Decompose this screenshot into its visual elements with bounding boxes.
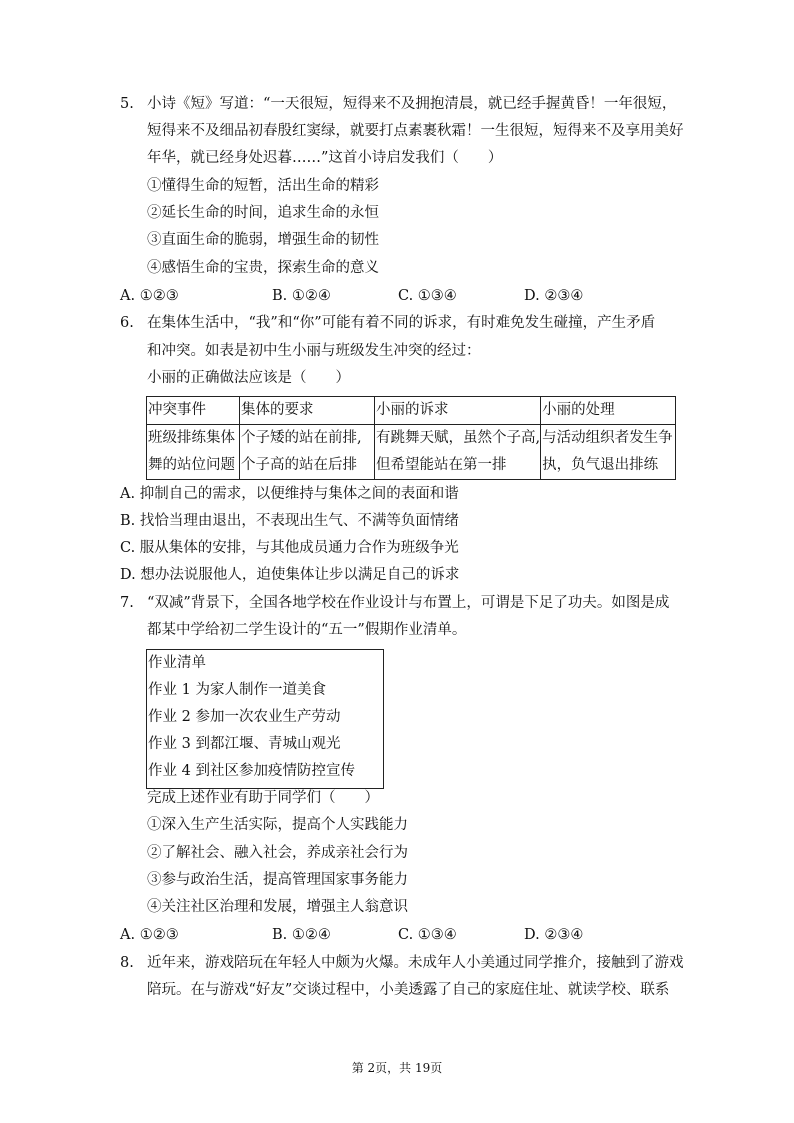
- q5-item-2: ②延长生命的时间，追求生命的永恒: [147, 205, 379, 221]
- cell-line: 舞的站位问题: [148, 457, 235, 473]
- q5-item-1: ①懂得生命的短暂，活出生命的精彩: [147, 178, 379, 194]
- q6-stem-line-2: 和冲突。如表是初中生小丽与班级发生冲突的经过：: [147, 343, 481, 359]
- table-header-cell: 冲突事件: [147, 397, 240, 425]
- q5-stem-line-3: 年华，就已经身处迟暮……”这首小诗启发我们（ ）: [147, 150, 503, 166]
- q5-item-4: ④感悟生命的宝贵，探索生命的意义: [147, 260, 379, 276]
- table-header-cell: 小丽的处理: [541, 397, 676, 425]
- table-cell: [240, 425, 375, 480]
- q5-option-d: D. ②③④: [524, 288, 584, 304]
- q7-question: 完成上述作业有助于同学们（ ）: [147, 790, 379, 806]
- table-cell: [541, 425, 676, 480]
- q5-number: 5.: [120, 96, 134, 112]
- q7-option-b: B. ①②④: [272, 927, 331, 943]
- q8-number: 8.: [120, 955, 134, 971]
- q7-item-2: ②了解社会、融入社会，养成亲社会行为: [147, 845, 408, 861]
- q7-stem-line-1: “双减”背景下，全国各地学校在作业设计与布置上，可谓是下足了功夫。如图是成: [147, 595, 670, 611]
- q7-item-4: ④关注社区治理和发展，增强主人翁意识: [147, 899, 408, 915]
- q7-number: 7.: [120, 595, 134, 611]
- q5-option-a: A. ①②③: [120, 288, 179, 304]
- cell-line: 但希望能站在第一排: [376, 457, 507, 473]
- q7-option-a: A. ①②③: [120, 927, 179, 943]
- q7-stem-line-2: 都某中学给初二学生设计的“五一”假期作业清单。: [147, 622, 467, 638]
- table-cell: [375, 425, 541, 480]
- q6-option-d: D. 想办法说服他人，迫使集体让步以满足自己的诉求: [120, 567, 460, 583]
- q5-item-3: ③直面生命的脆弱，增强生命的韧性: [147, 232, 379, 248]
- q6-stem-line-1: 在集体生活中，“我”和“你”可能有着不同的诉求，有时难免发生碰撞，产生矛盾: [147, 315, 656, 331]
- cell-line: 个子高的站在后排: [241, 457, 357, 473]
- homework-item: 作业 1 为家人制作一道美食: [148, 682, 326, 698]
- homework-item: 作业 2 参加一次农业生产劳动: [148, 709, 341, 725]
- table-cell: [147, 425, 240, 480]
- cell-line: 个子矮的站在前排,: [241, 430, 362, 446]
- q6-option-c: C. 服从集体的安排，与其他成员通力合作为班级争光: [120, 540, 459, 556]
- cell-line: 班级排练集体: [148, 430, 235, 446]
- q8-stem-line-2: 陪玩。在与游戏“好友”交谈过程中，小美透露了自己的家庭住址、就读学校、联系: [147, 982, 670, 998]
- q7-option-c: C. ①③④: [398, 927, 457, 943]
- q7-item-1: ①深入生产生活实际，提高个人实践能力: [147, 817, 408, 833]
- homework-item: 作业 4 到社区参加疫情防控宣传: [148, 763, 355, 779]
- q5-stem-line-2: 短得来不及细品初春殷红窦绿，就要打点素裹秋霜！一生很短，短得来不及享用美好: [147, 123, 684, 139]
- q5-option-b: B. ①②④: [272, 288, 331, 304]
- q6-option-b: B. 找恰当理由退出，不表现出生气、不满等负面情绪: [120, 513, 459, 529]
- table-header-cell: 小丽的诉求: [375, 397, 541, 425]
- q7-option-d: D. ②③④: [524, 927, 584, 943]
- q6-option-a: A. 抑制自己的需求，以便维持与集体之间的表面和谐: [120, 486, 459, 502]
- cell-line: 有跳舞天赋，虽然个子高,: [376, 430, 541, 446]
- table-header-row: [147, 397, 676, 425]
- cell-line: 与活动组织者发生争: [542, 430, 673, 446]
- q5-option-c: C. ①③④: [398, 288, 457, 304]
- q5-stem-line-1: 小诗《短》写道：“一天很短，短得来不及拥抱清晨，就已经手握黄昏！一年很短，: [147, 96, 677, 112]
- table-header-cell: 集体的要求: [240, 397, 375, 425]
- q6-number: 6.: [120, 315, 134, 331]
- q6-question: 小丽的正确做法应该是（ ）: [147, 370, 350, 386]
- homework-list-title: 作业清单: [148, 655, 206, 671]
- table-row: [147, 425, 676, 480]
- cell-line: 执，负气退出排练: [542, 457, 659, 473]
- q7-item-3: ③参与政治生活，提高管理国家事务能力: [147, 872, 408, 888]
- page-footer: 第 2页，共 19页: [351, 1061, 443, 1075]
- homework-item: 作业 3 到都江堰、青城山观光: [148, 736, 341, 752]
- q8-stem-line-1: 近年来，游戏陪玩在年轻人中颇为火爆。未成年人小美通过同学推介，接触到了游戏: [147, 955, 684, 971]
- homework-list-box: [146, 649, 384, 789]
- conflict-table: [146, 396, 676, 480]
